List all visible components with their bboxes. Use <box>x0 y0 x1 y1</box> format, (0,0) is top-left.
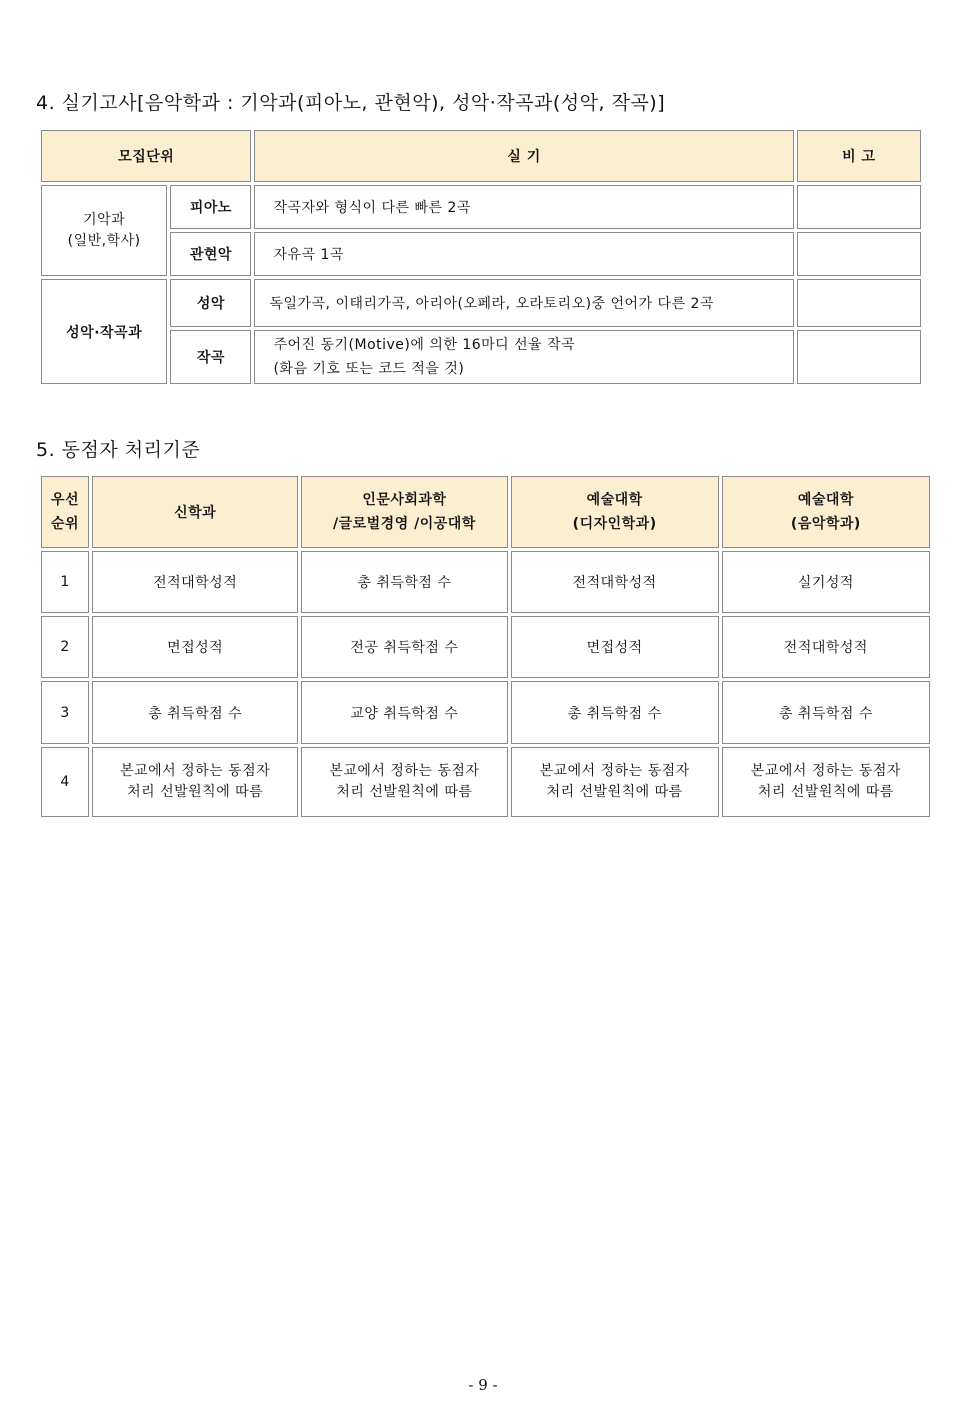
tie-break-table <box>38 473 933 820</box>
section-5-title: 5. 동점자 처리기준 <box>36 439 201 461</box>
humanities-cell: 전공 취득학점 수 <box>301 616 507 678</box>
humanities-cell: 본교에서 정하는 동점자 처리 선발원칙에 따름 <box>301 747 507 817</box>
art-design-cell: 본교에서 정하는 동점자 처리 선발원칙에 따름 <box>511 747 719 817</box>
art-music-cell: 총 취득학점 수 <box>722 681 930 744</box>
unit-instrumental: 기악과 (일반,학사) <box>41 185 167 276</box>
rank-cell: 2 <box>41 616 89 678</box>
art-music-cell: 본교에서 정하는 동점자 처리 선발원칙에 따름 <box>722 747 930 817</box>
note-piano <box>797 185 921 229</box>
note-composition <box>797 330 921 384</box>
table-row <box>41 747 930 817</box>
rank-cell: 1 <box>41 551 89 613</box>
humanities-cell: 총 취득학점 수 <box>301 551 507 613</box>
sub-unit-orchestra: 관현악 <box>170 232 251 276</box>
header-unit: 모집단위 <box>41 130 251 182</box>
header-rank: 우선 순위 <box>41 476 89 548</box>
theology-cell: 전적대학성적 <box>92 551 298 613</box>
practical-exam-table <box>38 127 924 387</box>
sub-unit-composition: 작곡 <box>170 330 251 384</box>
art-music-cell: 실기성적 <box>722 551 930 613</box>
theology-cell: 면접성적 <box>92 616 298 678</box>
sub-unit-piano: 피아노 <box>170 185 251 229</box>
table-row <box>41 551 930 613</box>
section-4-title: 4. 실기고사[음악학과 : 기악과(피아노, 관현악), 성악·작곡과(성악, 작곡)] <box>36 92 666 114</box>
header-practical: 실 기 <box>254 130 793 182</box>
table-row <box>41 681 930 744</box>
rank-cell: 3 <box>41 681 89 744</box>
content-piano: 작곡자와 형식이 다른 빠른 2곡 <box>254 185 793 229</box>
rank-cell: 4 <box>41 747 89 817</box>
humanities-cell: 교양 취득학점 수 <box>301 681 507 744</box>
content-vocal: 독일가곡, 이태리가곡, 아리아(오페라, 오라토리오)중 언어가 다른 2곡 <box>254 279 793 327</box>
page-number: - 9 - <box>468 1376 498 1394</box>
art-design-cell: 총 취득학점 수 <box>511 681 719 744</box>
theology-cell: 본교에서 정하는 동점자 처리 선발원칙에 따름 <box>92 747 298 817</box>
art-design-cell: 전적대학성적 <box>511 551 719 613</box>
note-orchestra <box>797 232 921 276</box>
header-humanities: 인문사회과학 /글로벌경영 /이공대학 <box>301 476 507 548</box>
theology-cell: 총 취득학점 수 <box>92 681 298 744</box>
sub-unit-vocal: 성악 <box>170 279 251 327</box>
content-composition: 주어진 동기(Motive)에 의한 16마디 선율 작곡 (화음 기호 또는 코드 적을 것) <box>254 330 793 384</box>
header-theology: 신학과 <box>92 476 298 548</box>
art-music-cell: 전적대학성적 <box>722 616 930 678</box>
header-art-design: 예술대학 (디자인학과) <box>511 476 719 548</box>
art-design-cell: 면접성적 <box>511 616 719 678</box>
table-row <box>41 616 930 678</box>
header-note: 비 고 <box>797 130 921 182</box>
header-art-music: 예술대학 (음악학과) <box>722 476 930 548</box>
content-orchestra: 자유곡 1곡 <box>254 232 793 276</box>
unit-vocal-composition: 성악·작곡과 <box>41 279 167 384</box>
note-vocal <box>797 279 921 327</box>
